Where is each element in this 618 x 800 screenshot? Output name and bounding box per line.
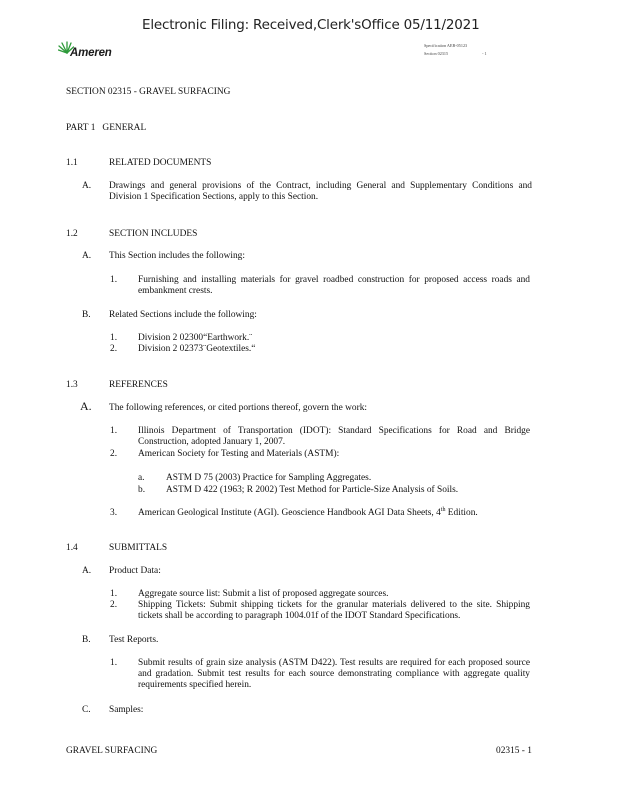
edition-superscript: th bbox=[440, 506, 446, 513]
subparagraph-text: Division 2 02373¨Geotextiles.“ bbox=[138, 344, 256, 354]
paragraph-letter: B. bbox=[82, 310, 91, 320]
article-title: REFERENCES bbox=[109, 380, 168, 390]
paragraph-letter: B. bbox=[82, 635, 91, 645]
footer-page-number: 02315 - 1 bbox=[496, 746, 532, 756]
subparagraph-text: Aggregate source list: Submit a list of proposed aggregate sources. bbox=[138, 589, 389, 599]
paragraph-text: Drawings and general provisions of the Contract, including General and Supplementary Conditions and Division 1 Specification Sections, apply to this Section. bbox=[109, 181, 532, 202]
footer-title: GRAVEL SURFACING bbox=[66, 746, 158, 756]
article-title: SECTION INCLUDES bbox=[109, 229, 198, 239]
subparagraph-number: 2. bbox=[110, 449, 118, 459]
article-number: 1.4 bbox=[66, 543, 78, 553]
subparagraph-text: Furnishing and installing materials for gravel roadbed construction for proposed access roads and embankment crests. bbox=[138, 275, 530, 296]
subparagraph-text: Illinois Department of Transportation (IDOT): Standard Specifications for Road and Bridge Construction, adopted January 1, 2007. bbox=[138, 426, 530, 447]
item-text: ASTM D 422 (1963; R 2002) Test Method for Particle-Size Analysis of Soils. bbox=[166, 485, 459, 495]
spec-section: Section 02315 bbox=[424, 51, 449, 56]
paragraph-text: The following references, or cited portions thereof, govern the work: bbox=[109, 403, 367, 413]
paragraph-text: This Section includes the following: bbox=[109, 251, 245, 261]
spec-page: - 1 bbox=[482, 51, 487, 56]
paragraph-letter: A. bbox=[82, 181, 92, 191]
spec-number: Specification AEB-05123 bbox=[424, 43, 468, 48]
subparagraph-text: American Society for Testing and Materials (ASTM): bbox=[138, 449, 340, 459]
subparagraph-text: Submit results of grain size analysis (ASTM D422). Test results are required for each proposed source and gradation. Submit test results for each source demonstrating compliance with aggregate quality requirements specified herein. bbox=[138, 658, 530, 690]
subparagraph-number: 1. bbox=[110, 275, 118, 285]
paragraph-text: Product Data: bbox=[109, 566, 161, 576]
article-title: RELATED DOCUMENTS bbox=[109, 158, 212, 168]
subparagraph-text: Division 2 02300“Earthwork.¨ bbox=[138, 333, 253, 343]
subparagraph-number: 1. bbox=[110, 589, 118, 599]
paragraph-text: Samples: bbox=[109, 705, 144, 715]
paragraph-letter: A. bbox=[82, 251, 92, 261]
article-number: 1.2 bbox=[66, 229, 78, 239]
paragraph-text: Related Sections include the following: bbox=[109, 310, 257, 320]
article-number: 1.1 bbox=[66, 158, 78, 168]
paragraph-letter: C. bbox=[82, 705, 91, 715]
article-title: SUBMITTALS bbox=[109, 543, 168, 553]
subparagraph-number: 1. bbox=[110, 658, 118, 668]
subparagraph-number: 1. bbox=[110, 333, 118, 343]
item-text: ASTM D 75 (2003) Practice for Sampling Aggregates. bbox=[166, 473, 372, 483]
item-letter: a. bbox=[138, 473, 145, 483]
subparagraph-number: 2. bbox=[110, 600, 118, 610]
paragraph-text: Test Reports. bbox=[109, 635, 159, 645]
paragraph-letter: A. bbox=[80, 399, 92, 413]
subparagraph-text bbox=[138, 508, 478, 519]
spec-reference bbox=[424, 42, 487, 58]
part-heading: PART 1 GENERAL bbox=[66, 123, 147, 133]
item-letter: b. bbox=[138, 485, 146, 495]
section-title: SECTION 02315 - GRAVEL SURFACING bbox=[66, 87, 231, 97]
article-number: 1.3 bbox=[66, 380, 78, 390]
agi-reference-suffix: Edition. bbox=[445, 508, 478, 518]
subparagraph-number: 2. bbox=[110, 344, 118, 354]
subparagraph-number: 3. bbox=[110, 508, 118, 518]
agi-reference-text: American Geological Institute (AGI). Geoscience Handbook AGI Data Sheets, 4 bbox=[138, 508, 441, 518]
logo-wordmark: Ameren bbox=[70, 47, 112, 59]
filing-stamp: Electronic Filing: Received,Clerk'sOffice 05/11/2021 bbox=[142, 17, 480, 33]
paragraph-letter: A. bbox=[82, 566, 92, 576]
ameren-logo bbox=[58, 40, 118, 64]
subparagraph-number: 1. bbox=[110, 426, 118, 436]
subparagraph-text: Shipping Tickets: Submit shipping tickets for the granular materials delivered to the site. Shipping tickets shall be according to paragraph 1004.01f of the IDOT Standard Specifications. bbox=[138, 600, 530, 621]
